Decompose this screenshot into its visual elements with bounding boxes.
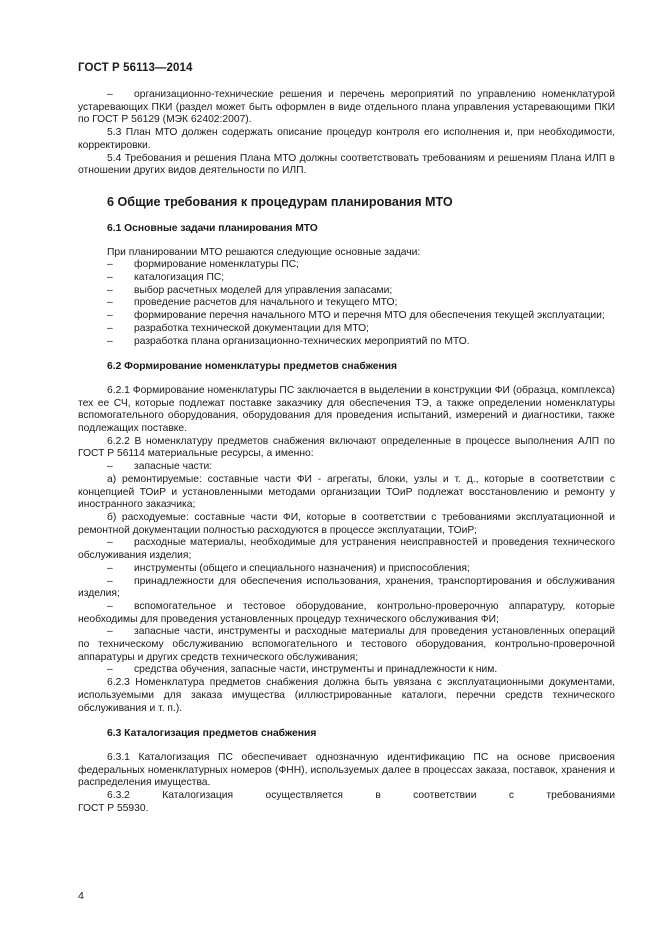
dash-marker: – [107,664,113,676]
dash-marker: – [107,322,113,334]
paragraph-6-3-2-end: ГОСТ Р 55930. [78,802,149,814]
dash-marker: – [107,575,113,587]
dash-marker: – [107,89,113,100]
list-item: – проведение расчетов для начального и текущего МТО; [107,297,398,309]
list-item: – запасные части: [107,461,213,473]
dash-marker: – [107,335,113,347]
dash-marker: – [107,461,113,473]
dash-marker: – [107,297,113,309]
list-item: – средства обучения, запасные части, инструменты и принадлежности к ним. [107,664,498,676]
list-item: – расходные материалы, необходимые для устранения неисправностей и проведения технического обслуживания изделия; [78,537,615,562]
paragraph-5-4: 5.4 Требования и решения Плана МТО должны соответствовать требованиям и решениям Плана ИЛП в отношении других видов деятельности по ИЛП. [78,152,615,177]
section-6-title: 6 Общие требования к процедурам планирования МТО [107,194,453,209]
section-6-3-title: 6.3 Каталогизация предметов снабжения [107,728,317,740]
page-number: 4 [78,890,84,902]
paragraph-6-2-3: 6.2.3 Номенклатура предметов снабжения должна быть увязана с эксплуатационными документами, используемыми для заказа имущества (иллюстрированные каталоги, перечни средств технического обслуживания и т. п.). [78,677,615,714]
list-item: – каталогизация ПС; [107,272,225,284]
list-item: – формирование перечня начального МТО и перечня МТО для обеспечения текущей эксплуатации; [107,310,605,322]
page-content [78,89,615,815]
list-item: – разработка технической документации для МТО; [107,322,370,334]
paragraph-6-1-intro: При планировании МТО решаются следующие основные задачи: [107,246,421,258]
paragraph-item-b: б) расходуемые: составные части ФИ, которые в соответствии с требованиями эксплуатационной и ремонтной документации полностью расходуются в процессе эксплуатации, ТОиР; [78,511,615,536]
dash-marker: – [107,626,113,638]
paragraph-6-3-1: 6.3.1 Каталогизация ПС обеспечивает однозначную идентификацию ПС на основе присвоения федеральных номенклатурных номеров (ФНН), используемых далее в процессах заказа, поставок, хранения и распределения имущества. [78,751,615,789]
paragraph-6-2-1: 6.2.1 Формирование номенклатуры ПС заключается в выделении в конструкции ФИ (образца, комплекса) тех ее СЧ, которые подлежат поставке заказчику для обеспечения ТЭ, а также определении номенклатуры вспомогательного оборудования, оборудования для проведения испытаний, измерений и диагностики, также подлежащих поставке. [78,384,615,435]
dash-marker: – [107,562,113,574]
dash-marker: – [107,284,113,296]
list-item: – разработка плана организационно-технических мероприятий по МТО. [107,335,470,347]
list-item: – запасные части, инструменты и расходные материалы для проведения установленных операций по техническому обслуживанию вспомогательного и тестового оборудования, контрольно-проверочной аппаратуры и других средств технического обслуживания; [78,626,615,663]
dash-marker: – [107,600,113,612]
dash-marker: – [107,259,113,271]
section-6-1-title: 6.1 Основные задачи планирования МТО [107,222,318,234]
list-item: – принадлежности для обеспечения использования, хранения, транспортирования и обслуживания изделия; [78,575,615,600]
list-item: – формирование номенклатуры ПС; [107,259,299,271]
dash-marker: – [107,310,113,322]
list-item: – инструменты (общего и специального назначения) и приспособления; [107,562,470,574]
page-header: ГОСТ Р 56113—2014 [78,62,193,74]
dash-marker: – [107,272,113,284]
list-item: – выбор расчетных моделей для управления запасами; [107,284,393,296]
section-6-2-title: 6.2 Формирование номенклатуры предметов снабжения [107,361,398,373]
list-item: – организационно-технические решения и перечень мероприятий по управлению номенклатурой устаревающих ПКИ (раздел может быть оформлен в виде отдельного плана управления устаревающими ПКИ по ГОСТ Р 56129 (МЭК 62402:2007). [78,89,615,126]
list-item: – вспомогательное и тестовое оборудование, контрольно-проверочную аппаратуру, которые необходимы для проведения установленных процедур технического обслуживания ФИ; [78,600,615,625]
paragraph-6-2-2: 6.2.2 В номенклатуру предметов снабжения включают определенные в процессе выполнения АЛП по ГОСТ Р 56114 материальные ресурсы, а именно: [78,435,615,460]
dash-marker: – [107,537,113,549]
paragraph-6-3-2: 6.3.2 Каталогизация осуществляется в соответствии с требованиями [107,790,615,802]
paragraph-5-3: 5.3 План МТО должен содержать описание процедур контроля его исполнения и, при необходимости, корректировки. [78,127,615,151]
paragraph-item-a: а) ремонтируемые: составные части ФИ - агрегаты, блоки, узлы и т. д., которые в соответствии с концепцией ТОиР и установленными методами организации ТОиР подлежат восстановлению и ремонту у иностранного заказчика; [78,473,615,511]
